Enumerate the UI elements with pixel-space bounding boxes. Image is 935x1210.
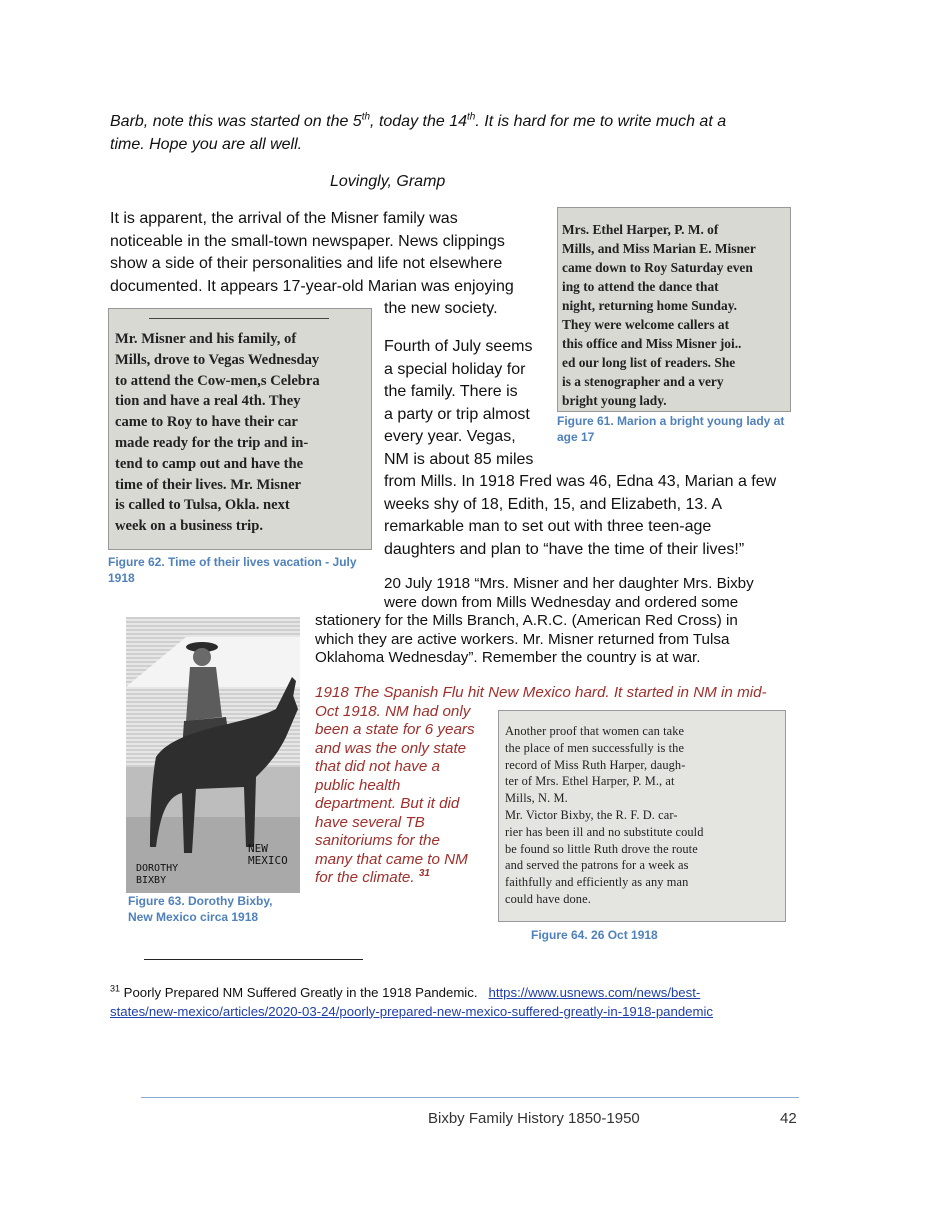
footnote-reference[interactable]: 31: [418, 867, 430, 879]
paragraph-spanish-flu: 1918 The Spanish Flu hit New Mexico hard. It started in NM in mid- Oct 1918. NM had only been a state for 6 years and was the only state that did not have a public health department. But it did have several TB sanitoriums for the many that came to NM for the climate. $^{31}$: [315, 684, 767, 886]
caption-figure-62: Figure 62. Time of their lives vacation - July 1918: [108, 555, 357, 585]
footer-title: Bixby Family History 1850-1950: [428, 1110, 640, 1127]
photo-label-dorothy-bixby: DOROTHY BIXBY: [136, 863, 179, 886]
letter-note: [110, 111, 810, 156]
letter-note-line-1: Barb, note this was started on the 5th, today the 14th. It is hard for me to write much at a: [110, 111, 727, 130]
clipping-figure-61-text: Mrs. Ethel Harper, P. M. of Mills, and Miss Marian E. Misner came down to Roy Saturday even ing to attend the dance that night, returning home Sunday. They were welcome callers at this office and Miss Misner joi.. ed our long list of readers. She is a stenographer and a very bright young lady.: [562, 222, 756, 408]
paragraph-arrival: It is apparent, the arrival of the Misner family was noticeable in the small-town newspaper. News clippings show a side of their personalities and life not elsewhere documented. It appears 17-year-old Marian was enjoying the new society.: [110, 210, 514, 317]
footnote-link-continued[interactable]: states/new-mexico/articles/2020-03-24/poorly-prepared-new-mexico-suffered-greatly-in-1918-pandemic: [110, 1003, 713, 1019]
photo-dorothy-bixby: [126, 617, 300, 893]
letter-note-line-2: time. Hope you are all well.: [110, 135, 303, 153]
footnote: $^{31}$ Poorly Prepared NM Suffered Greatly in the 1918 Pandemic. https://www.usnews.com/news/best- states/new-mexico/articles/2020-03-24/poorly-prepared-new-mexico-suffered-greatly-in-1918-pandemic: [110, 983, 713, 1019]
caption-figure-63: Figure 63. Dorothy Bixby, New Mexico circa 1918: [128, 894, 273, 924]
caption-figure-61: Figure 61. Marion a bright young lady at age 17: [557, 414, 785, 444]
clipping-figure-62: [108, 308, 372, 550]
footnote-link[interactable]: https://www.usnews.com/news/best-: [488, 985, 701, 1000]
paragraph-red-cross: 20 July 1918 “Mrs. Misner and her daughter Mrs. Bixby were down from Mills Wednesday and ordered some stationery for the Mills Branch, A.R.C. (American Red Cross) in which they are active workers. Mr. Misner returned from Tulsa Oklahoma Wednesday”. Remember the country is at war.: [315, 575, 754, 666]
letter-signoff: Lovingly, Gramp: [330, 173, 446, 190]
clipping-figure-64-text: Another proof that women can take the place of men successfully is the record of Miss Ruth Harper, daugh- ter of Mrs. Ethel Harper, P. M., at Mills, N. M. Mr. Victor Bixby, the R. F. D. car- rier has been ill and no substitute could be found so little Ruth drove the route and served the patrons for a week as faithfully and efficiently as any man could have done.: [505, 724, 704, 906]
footnote-separator: [144, 959, 363, 960]
clipping-figure-62-text: Mr. Misner and his family, of Mills, drove to Vegas Wednesday to attend the Cow-men,s Celebra tion and have a real 4th. They came to Roy to have their car made ready for the trip and in- tend to camp out and have the time of their lives. Mr. Misner is called to Tulsa, Okla. next week on a business trip.: [115, 331, 320, 535]
photo-label-new-mexico: NEW MEXICO: [248, 842, 288, 867]
footer-rule: [141, 1097, 799, 1098]
caption-figure-64: Figure 64. 26 Oct 1918: [531, 928, 658, 942]
paragraph-fourth-of-july: Fourth of July seems a special holiday for the family. There is a party or trip almost every year. Vegas, NM is about 85 miles from Mills. In 1918 Fred was 46, Edna 43, Marian a few weeks shy of 18, Edith, 15, and Elizabeth, 13. A remarkable man to set out with three teen-age daughters and plan to “have the time of their lives!”: [384, 338, 777, 558]
clipping-figure-62-rule: [149, 318, 329, 319]
page-number: 42: [780, 1110, 797, 1127]
clipping-figure-64: [498, 710, 786, 922]
